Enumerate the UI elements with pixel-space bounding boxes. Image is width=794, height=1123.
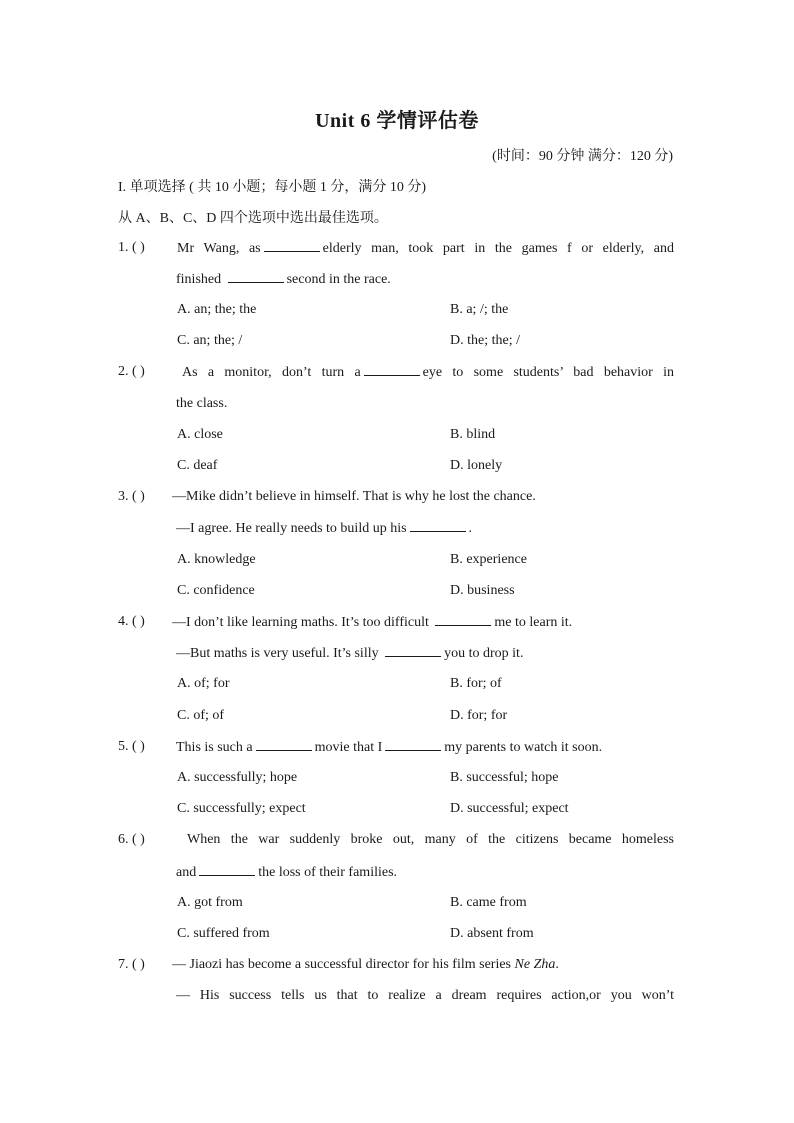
option-c[interactable]: C. suffered from (177, 926, 270, 941)
option-c[interactable]: C. an; the; / (177, 333, 243, 348)
option-a[interactable]: A. an; the; the (177, 302, 257, 317)
option-b[interactable]: B. successful; hope (450, 770, 559, 785)
option-d[interactable]: D. the; the; / (450, 333, 520, 348)
option-d[interactable]: D. lonely (450, 458, 503, 473)
question-2 (118, 361, 675, 473)
question-stem: When the war suddenly broke out, many of the citizens became homeless (187, 832, 674, 847)
question-stem-cont: and the loss of their families. (176, 861, 674, 884)
question-stem-cont: the class. (176, 396, 228, 411)
question-number: 7. ( ) (118, 957, 145, 972)
film-title: Ne Zha (514, 957, 556, 972)
question-6 (118, 829, 674, 941)
option-b[interactable]: B. blind (450, 427, 496, 442)
question-number: 2. ( ) (118, 364, 145, 379)
question-stem: This is such a movie that I my parents to watch it soon. (176, 736, 674, 759)
option-a[interactable]: A. of; for (177, 676, 230, 691)
section-heading: I. 单项选择 ( 共 10 小题；每小题 1 分，满分 10 分) (118, 180, 426, 195)
option-d[interactable]: D. business (450, 583, 515, 598)
question-number: 4. ( ) (118, 614, 145, 629)
answer-blank[interactable] (199, 861, 255, 876)
question-stem-cont: finished second in the race. (176, 268, 674, 291)
section-instruction: 从 A、B、C、D 四个选项中选出最佳选项。 (118, 211, 388, 226)
option-d[interactable]: D. for; for (450, 708, 508, 723)
option-a[interactable]: A. knowledge (177, 552, 256, 567)
question-7 (118, 954, 674, 1003)
question-stem: As a monitor, don’t turn a eye to some students’ bad behavior in (182, 361, 674, 384)
question-stem-cont: — His success tells us that to realize a dream requires action,or you won’t (176, 988, 674, 1003)
answer-blank[interactable] (228, 268, 284, 283)
answer-blank[interactable] (364, 361, 420, 376)
question-number: 1. ( ) (118, 240, 145, 255)
answer-blank[interactable] (435, 611, 491, 626)
option-d[interactable]: D. absent from (450, 926, 534, 941)
option-a[interactable]: A. close (177, 427, 223, 442)
question-5 (118, 736, 674, 816)
answer-blank[interactable] (385, 736, 441, 751)
option-c[interactable]: C. successfully; expect (177, 801, 306, 816)
option-b[interactable]: B. came from (450, 895, 527, 910)
question-stem-cont: —But maths is very useful. It’s silly you to drop it. (176, 642, 674, 665)
option-b[interactable]: B. a; /; the (450, 302, 509, 317)
question-stem: —I don’t like learning maths. It’s too difficult me to learn it. (172, 611, 674, 634)
option-b[interactable]: B. for; of (450, 676, 502, 691)
question-stem: —Mike didn’t believe in himself. That is why he lost the chance. (172, 489, 536, 504)
question-stem: Mr Wang, as elderly man, took part in the games f or elderly, and (177, 237, 674, 260)
question-4 (118, 611, 674, 723)
answer-blank[interactable] (410, 517, 466, 532)
option-c[interactable]: C. deaf (177, 458, 218, 473)
question-number: 6. ( ) (118, 832, 145, 847)
question-stem-cont: —I agree. He really needs to build up his . (176, 517, 674, 540)
exam-meta: (时间：90 分钟 满分：120 分) (492, 149, 673, 164)
option-b[interactable]: B. experience (450, 552, 527, 567)
question-stem: — Jiaozi has become a successful director for his film series Ne Zha. (172, 957, 559, 972)
question-1 (118, 237, 674, 348)
question-3 (118, 486, 674, 598)
option-a[interactable]: A. got from (177, 895, 243, 910)
page-title: Unit 6 学情评估卷 (315, 110, 479, 132)
question-number: 3. ( ) (118, 489, 145, 504)
answer-blank[interactable] (256, 736, 312, 751)
option-c[interactable]: C. confidence (177, 583, 255, 598)
option-a[interactable]: A. successfully; hope (177, 770, 298, 785)
question-number: 5. ( ) (118, 739, 145, 754)
answer-blank[interactable] (264, 237, 320, 252)
option-c[interactable]: C. of; of (177, 708, 225, 723)
answer-blank[interactable] (385, 642, 441, 657)
option-d[interactable]: D. successful; expect (450, 801, 569, 816)
